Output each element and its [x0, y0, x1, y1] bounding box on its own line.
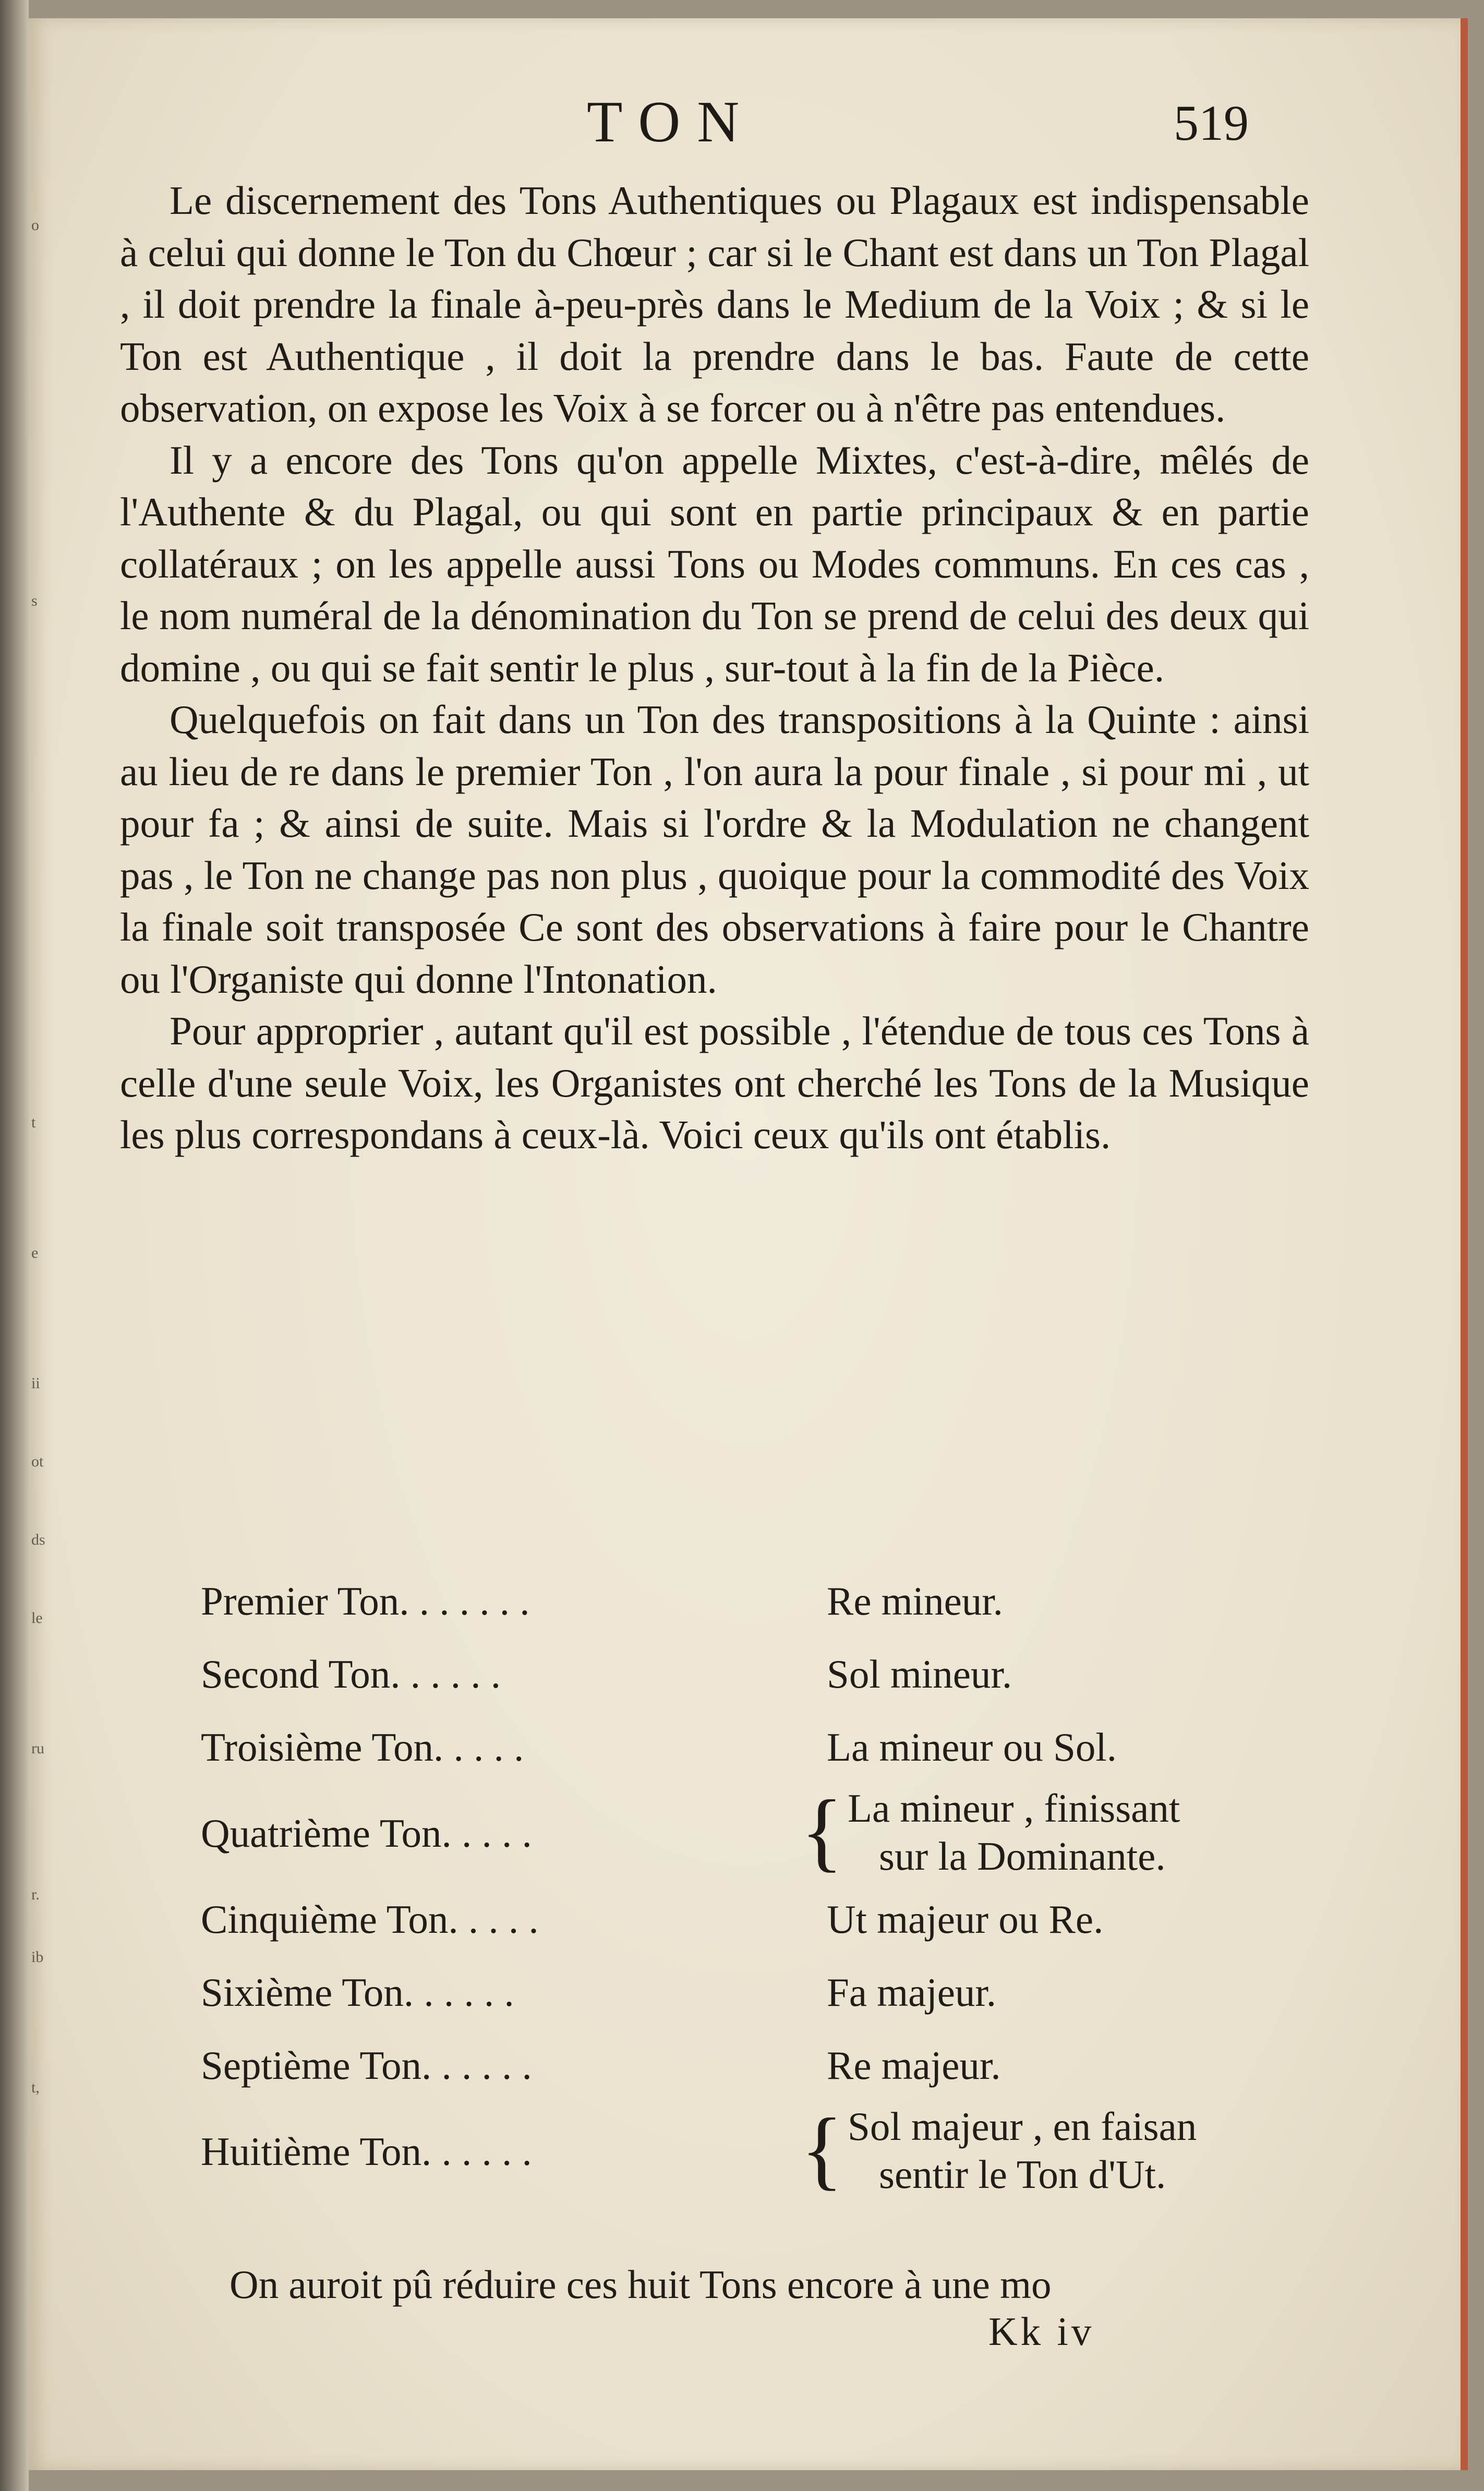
bleed-through-mark: o: [31, 216, 39, 234]
bleed-through-mark: t,: [31, 2079, 40, 2096]
tone-row: [201, 1635, 1348, 1708]
tone-row: [201, 2100, 1348, 2199]
tone-row: [201, 1708, 1348, 1782]
tone-row: [201, 1954, 1348, 2027]
book-page: [29, 18, 1468, 2470]
tone-row: [201, 1782, 1348, 1881]
tone-row: [201, 2027, 1348, 2100]
tone-key-line: La mineur , finissant: [848, 1786, 1180, 1831]
tone-name: Sixième Ton. . . . . .: [201, 1970, 514, 2015]
closing-line: On auroit pû réduire ces huit Tons encore à une mo: [230, 2262, 1052, 2307]
body-text: [120, 175, 1309, 1161]
paragraph: Quelquefois on fait dans un Ton des transpositions à la Quinte : ainsi au lieu de re dans le premier Ton , l'on aura la pour finale , si pour mi , ut pour fa ; & ainsi de suite. Mais si l'ordre & la Modulation ne changent pas , le Ton ne change pas non plus , quoique pour la commodité des Voix la finale soit transposée Ce sont des observations à faire pour le Chantre ou l'Organiste qui donne l'Intonation.: [120, 697, 1309, 1002]
bleed-through-mark: le: [31, 1609, 43, 1627]
bleed-through-mark: ib: [31, 1948, 44, 1966]
tone-name: Second Ton. . . . . .: [201, 1652, 501, 1696]
paragraph: Le discernement des Tons Authentiques ou Plagaux est indispensable à celui qui donne le Ton du Chœur ; car si le Chant est dans un Ton Plagal , il doit prendre la finale à-peu-près dans le Medium de la Voix ; & si le Ton est Authentique , il doit la prendre dans le bas. Faute de cette observation, on expose les Voix à se forcer ou à n'être pas entendues.: [120, 178, 1309, 430]
tone-name: Premier Ton. . . . . . .: [201, 1579, 530, 1623]
tone-key: Fa majeur.: [827, 1970, 997, 2015]
signature-mark: Kk iv: [988, 2309, 1095, 2354]
tone-name: Quatrième Ton. . . . .: [201, 1811, 532, 1856]
tone-name: Septième Ton. . . . . .: [201, 2043, 532, 2088]
tone-key-line: Sol majeur , en faisan: [848, 2104, 1197, 2149]
bleed-through-mark: ds: [31, 1531, 45, 1548]
tone-key: Sol mineur.: [827, 1652, 1012, 1696]
tone-key: Re majeur.: [827, 2043, 1001, 2088]
tone-table: [201, 1562, 1348, 2199]
tone-key: La mineur ou Sol.: [827, 1725, 1117, 1770]
tone-key: Re mineur.: [827, 1579, 1003, 1623]
tone-row: [201, 1562, 1348, 1635]
bleed-through-mark: r.: [31, 1886, 40, 1903]
running-head: TON: [587, 90, 756, 154]
bleed-through-mark: e: [31, 1244, 39, 1261]
tone-key-line: sentir le Ton d'Ut.: [879, 2152, 1166, 2197]
tone-name: Troisième Ton. . . . .: [201, 1725, 524, 1770]
tone-key: Ut majeur ou Re.: [827, 1897, 1104, 1942]
page-header: [29, 78, 1461, 157]
book-spine-edge: [0, 0, 29, 2491]
paragraph: Pour approprier , autant qu'il est possible , l'étendue de tous ces Tons à celle d'une seule Voix, les Organistes ont cherché les Tons de la Musique les plus correspondans à ceux-là. Voici ceux qu'ils ont établis.: [120, 1008, 1309, 1157]
tone-name: Cinquième Ton. . . . .: [201, 1897, 539, 1942]
tone-row: [201, 1881, 1348, 1954]
bleed-through-mark: ot: [31, 1453, 44, 1470]
brace-glyph: {: [801, 2100, 843, 2198]
tone-key: [848, 2102, 1197, 2198]
paragraph: Il y a encore des Tons qu'on appelle Mixtes, c'est-à-dire, mêlés de l'Authente & du Plagal, ou qui sont en partie principaux & en partie collatéraux ; on les appelle aussi Tons ou Modes communs. En ces cas , le nom numéral de la dénomination du Ton se prend de celui des deux qui domine , ou qui se fait sentir le plus , sur-tout à la fin de la Pièce.: [120, 437, 1309, 690]
bleed-through-mark: ii: [31, 1375, 40, 1392]
tone-name: Huitième Ton. . . . . .: [201, 2129, 532, 2174]
bleed-through-mark: s: [31, 592, 38, 609]
tone-key-line: sur la Dominante.: [879, 1834, 1166, 1879]
brace-glyph: {: [801, 1782, 843, 1880]
bleed-through-mark: t: [31, 1114, 36, 1131]
bleed-through-mark: ru: [31, 1740, 44, 1757]
tone-key: [848, 1784, 1180, 1880]
page-number: 519: [1174, 95, 1249, 151]
